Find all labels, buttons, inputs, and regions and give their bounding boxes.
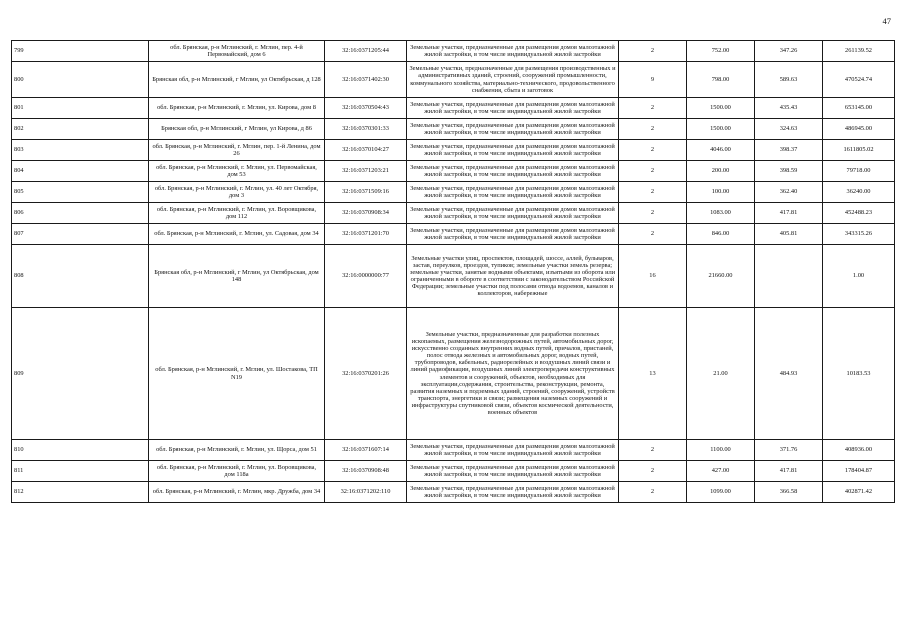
address-text: обл. Брянская, р-н Мглинский, г. Мглин, ул. Воровщикова, дом 112 (156, 205, 317, 220)
address-text: Брянская обл, р-н Мглинский, г Мглин, ул Октябрьская, дом 148 (154, 268, 319, 283)
address-text: обл. Брянская, р-н Мглинский, г. Мглин, ул. 40 лет Октября, дом 3 (154, 184, 319, 199)
table-row (12, 119, 895, 140)
area-cell (687, 224, 755, 245)
cadastral-number: 32:16:0370301:33 (342, 125, 389, 133)
cadastral-number: 32:16:0370104:27 (342, 146, 389, 154)
table-row (12, 482, 895, 503)
cadastral-value: 261139.52 (845, 47, 872, 55)
specific-value: 324.63 (779, 125, 798, 133)
land-use-cell (407, 203, 619, 224)
address-cell (149, 308, 325, 440)
specific-value: 371.76 (779, 446, 798, 454)
use-group-cell (619, 182, 687, 203)
cadastral-number: 32:16:0371509:16 (342, 188, 389, 196)
cadastral-number: 32:16:0371203:21 (342, 167, 389, 175)
address-text: обл. Брянская, р-н Мглинский, г. Мглин, ул. Щорса, дом 51 (156, 446, 317, 454)
row-number: 809 (14, 369, 24, 377)
specific-value-cell (755, 119, 823, 140)
use-group-cell (619, 482, 687, 503)
area-cell (687, 461, 755, 482)
address-cell (149, 182, 325, 203)
address-text: Брянская обл, р-н Мглинский, г Мглин, ул Октябрьская, д 128 (152, 75, 321, 83)
table-row (12, 41, 895, 62)
table-row (12, 308, 895, 440)
area-value: 1500.00 (710, 104, 731, 112)
address-cell (149, 119, 325, 140)
address-text: обл. Брянская, р-н Мглинский, г. Мглин, ул. Кирова, дом 8 (157, 104, 316, 112)
use-group: 2 (650, 188, 655, 196)
cadastral-number-cell (325, 482, 407, 503)
specific-value-cell (755, 41, 823, 62)
row-number: 804 (14, 167, 24, 175)
cadastral-value: 653145.00 (844, 104, 873, 112)
area-value: 4046.00 (710, 146, 731, 154)
specific-value: 484.93 (779, 369, 798, 377)
area-cell (687, 119, 755, 140)
row-number-cell (12, 62, 149, 98)
land-use-text: Земельные участки, предназначенные для размещения домов малоэтажной жилой застройки, в том числе индивидуальной жилой застройки (410, 184, 615, 199)
cadastral-number-cell (325, 308, 407, 440)
area-value: 1099.00 (710, 488, 731, 496)
land-use-text: Земельные участки, предназначенные для размещения домов малоэтажной жилой застройки, в том числе индивидуальной жилой застройки (410, 142, 615, 157)
row-number: 805 (14, 188, 24, 196)
address-cell (149, 461, 325, 482)
specific-value: 417.81 (779, 209, 798, 217)
row-number: 810 (14, 446, 24, 454)
cadastral-number-cell (325, 203, 407, 224)
row-number-cell (12, 119, 149, 140)
cadastral-number-cell (325, 98, 407, 119)
cadastral-number-cell (325, 41, 407, 62)
land-use-text: Земельные участки, предназначенные для размещения домов малоэтажной жилой застройки, в том числе индивидуальной жилой застройки (410, 43, 615, 58)
land-use-text: Земельные участки, предназначенные для размещения домов малоэтажной жилой застройки, в том числе индивидуальной жилой застройки (410, 463, 615, 478)
area-value: 21.00 (713, 369, 728, 377)
table-row (12, 224, 895, 245)
row-number: 811 (14, 467, 24, 475)
area-cell (687, 62, 755, 98)
address-text: обл. Брянская, р-н Мглинский, г. Мглин, пер. 1-й Ленина, дом 26 (152, 142, 321, 157)
land-use-cell (407, 119, 619, 140)
cadastral-number: 32:16:0371205:44 (342, 47, 389, 55)
land-use-cell (407, 245, 619, 308)
use-group-cell (619, 161, 687, 182)
cadastral-number-cell (325, 119, 407, 140)
address-cell (149, 98, 325, 119)
cadastral-number-cell (325, 140, 407, 161)
land-use-cell (407, 308, 619, 440)
cadastral-value: 452488.23 (844, 209, 873, 217)
land-use-cell (407, 224, 619, 245)
land-use-cell (407, 140, 619, 161)
cadastral-value-cell (823, 224, 895, 245)
row-number-cell (12, 98, 149, 119)
table-row (12, 98, 895, 119)
use-group-cell (619, 245, 687, 308)
cadastral-value: 10183.53 (846, 369, 871, 377)
area-value: 100.00 (711, 188, 730, 196)
address-text: обл. Брянская, р-н Мглинский, г. Мглин, ул. Шостакова, ТП N19 (155, 366, 318, 381)
land-use-cell (407, 461, 619, 482)
table-row (12, 245, 895, 308)
use-group-cell (619, 62, 687, 98)
use-group: 9 (650, 75, 655, 83)
cadastral-number-cell (325, 440, 407, 461)
row-number-cell (12, 41, 149, 62)
page-number: 47 (882, 16, 891, 26)
address-cell (149, 41, 325, 62)
cadastral-number-cell (325, 161, 407, 182)
cadastral-value-cell (823, 140, 895, 161)
specific-value: 398.59 (779, 167, 798, 175)
cadastral-value-cell (823, 41, 895, 62)
address-cell (149, 224, 325, 245)
address-text: обл. Брянская, р-н Мглинский, г. Мглин, ул. Первомайская, дом 53 (156, 163, 317, 178)
cadastral-value: 1.00 (852, 272, 865, 280)
area-cell (687, 161, 755, 182)
use-group: 2 (650, 488, 655, 496)
cadastral-value: 343315.26 (844, 230, 873, 238)
row-number-cell (12, 482, 149, 503)
specific-value-cell (755, 308, 823, 440)
cadastral-value: 402871.42 (844, 488, 873, 496)
cadastral-number: 32:16:0370201:26 (342, 369, 389, 377)
cadastral-value: 36240.00 (846, 188, 871, 196)
area-cell (687, 482, 755, 503)
land-use-text: Земельные участки, предназначенные для размещения домов малоэтажной жилой застройки, в том числе индивидуальной жилой застройки (410, 442, 615, 457)
specific-value-cell (755, 482, 823, 503)
specific-value-cell (755, 440, 823, 461)
land-use-text: Земельные участки, предназначенные для разработки полезных ископаемых, размещения железнодорожных путей, автомобильных дорог, искусственно созданных внутренних водных путей, причалов, пристаней, полос отвода железных и автомобильных дорог, водных путей, трубопроводов, кабельных, радиорелейных и воздушных линий связи и линий радиофикации, воздушных линий электропередачи конструктивных элементов и сооружений, объектов, необходимых для эксплуатации,содержания, строительства, реконструкции, ремонта, развития наземных и подземных зданий, строений, сооружений, устройств транспорта, энергетики и связи; размещения наземных сооружений и инфраструктуры спутниковой связи, объектов космической деятельности, военных объектов (410, 330, 615, 416)
row-number-cell (12, 203, 149, 224)
specific-value-cell (755, 62, 823, 98)
land-use-text: Земельные участки, предназначенные для размещения домов малоэтажной жилой застройки, в том числе индивидуальной жилой застройки (410, 163, 615, 178)
cadastral-value-cell (823, 161, 895, 182)
specific-value: 435.43 (779, 104, 798, 112)
land-use-cell (407, 440, 619, 461)
specific-value-cell (755, 203, 823, 224)
land-use-cell (407, 182, 619, 203)
row-number-cell (12, 245, 149, 308)
row-number: 800 (14, 75, 24, 83)
table-row (12, 62, 895, 98)
use-group: 2 (650, 230, 655, 238)
table-row (12, 182, 895, 203)
table-body (12, 41, 895, 503)
use-group-cell (619, 308, 687, 440)
row-number-cell (12, 440, 149, 461)
table-row (12, 203, 895, 224)
address-text: обл. Брянская, р-н Мглинский, г. Мглин, ул. Воровщикова, дом 118а (156, 463, 317, 478)
land-use-text: Земельные участки, предназначенные для размещения домов малоэтажной жилой застройки, в том числе индивидуальной жилой застройки (410, 100, 615, 115)
use-group-cell (619, 140, 687, 161)
table-row (12, 461, 895, 482)
land-use-text: Земельные участки, предназначенные для размещения домов малоэтажной жилой застройки, в том числе индивидуальной жилой застройки (410, 205, 615, 220)
cadastral-value-cell (823, 482, 895, 503)
land-use-text: Земельные участки, предназначенные для размещения производственных и административных зданий, строений, сооружений промышленности, коммунального хозяйства, материально-технического, продовольственного снабжения, сбыта и заготовок (409, 65, 616, 94)
cadastral-value-cell (823, 203, 895, 224)
area-cell (687, 203, 755, 224)
specific-value-cell (755, 182, 823, 203)
area-cell (687, 98, 755, 119)
row-number: 803 (14, 146, 24, 154)
cadastral-number: 32:16:0370908:48 (342, 467, 389, 475)
area-value: 200.00 (711, 167, 730, 175)
cadastral-number: 32:16:0370504:43 (342, 104, 389, 112)
cadastral-value-cell (823, 461, 895, 482)
use-group-cell (619, 119, 687, 140)
land-use-text: Земельные участки, предназначенные для размещения домов малоэтажной жилой застройки, в том числе индивидуальной жилой застройки (410, 484, 615, 499)
cadastral-number-cell (325, 224, 407, 245)
area-value: 1100.00 (710, 446, 731, 454)
area-value: 21660.00 (708, 272, 733, 280)
address-text: Брянская обл, р-н Мглинский, г Мглин, ул Кирова, д 86 (161, 125, 312, 133)
address-cell (149, 245, 325, 308)
table-row (12, 440, 895, 461)
use-group: 16 (649, 272, 656, 280)
cadastral-number: 32:16:0371607:14 (342, 446, 389, 454)
row-number-cell (12, 161, 149, 182)
address-cell (149, 161, 325, 182)
cadastral-number: 32:16:0371201:70 (342, 230, 389, 238)
use-group: 2 (650, 209, 655, 217)
cadastral-value-cell (823, 98, 895, 119)
cadastral-value-table (11, 40, 895, 503)
use-group-cell (619, 98, 687, 119)
row-number: 812 (14, 488, 24, 496)
address-text: обл. Брянская, р-н Мглинский, г. Мглин, пер. 4-й Первомайский, дом 6 (170, 43, 303, 58)
row-number-cell (12, 308, 149, 440)
cadastral-value: 178404.87 (844, 467, 873, 475)
use-group-cell (619, 461, 687, 482)
cadastral-value-cell (823, 62, 895, 98)
specific-value-cell (755, 224, 823, 245)
address-cell (149, 140, 325, 161)
area-value: 798.00 (711, 75, 730, 83)
cadastral-value: 408936.00 (844, 446, 873, 454)
area-cell (687, 308, 755, 440)
specific-value-cell (755, 461, 823, 482)
use-group-cell (619, 41, 687, 62)
cadastral-value-cell (823, 308, 895, 440)
address-cell (149, 203, 325, 224)
row-number-cell (12, 182, 149, 203)
specific-value-cell (755, 98, 823, 119)
area-value: 752.00 (711, 47, 730, 55)
specific-value: 366.58 (779, 488, 798, 496)
row-number: 808 (14, 272, 24, 280)
use-group: 2 (650, 467, 655, 475)
use-group: 2 (650, 146, 655, 154)
cadastral-number: 32:16:0371202:110 (340, 488, 391, 496)
cadastral-value: 470524.74 (844, 75, 873, 83)
area-value: 1500.00 (710, 125, 731, 133)
table-row (12, 161, 895, 182)
specific-value: 405.81 (779, 230, 798, 238)
use-group-cell (619, 224, 687, 245)
specific-value-cell (755, 140, 823, 161)
cadastral-number-cell (325, 62, 407, 98)
cadastral-value: 1611805.02 (843, 146, 874, 154)
cadastral-value-cell (823, 440, 895, 461)
row-number: 806 (14, 209, 24, 217)
address-cell (149, 62, 325, 98)
specific-value: 417.81 (779, 467, 798, 475)
area-cell (687, 245, 755, 308)
use-group: 2 (650, 104, 655, 112)
specific-value: 347.26 (779, 47, 798, 55)
land-use-text: Земельные участки, предназначенные для размещения домов малоэтажной жилой застройки, в том числе индивидуальной жилой застройки (410, 121, 615, 136)
specific-value: 589.63 (779, 75, 798, 83)
specific-value: 362.40 (779, 188, 798, 196)
use-group-cell (619, 440, 687, 461)
row-number: 802 (14, 125, 24, 133)
area-cell (687, 140, 755, 161)
land-use-text: Земельные участки, предназначенные для размещения домов малоэтажной жилой застройки, в том числе индивидуальной жилой застройки (410, 226, 615, 241)
address-text: обл. Брянская, р-н Мглинский, г. Мглин, ул. Садовая, дом 34 (154, 230, 319, 238)
specific-value-cell (755, 245, 823, 308)
address-text: обл. Брянская, р-н Мглинский, г. Мглин, мкр. Дружба, дом 34 (152, 488, 321, 496)
address-cell (149, 440, 325, 461)
row-number-cell (12, 140, 149, 161)
table-row (12, 140, 895, 161)
land-use-cell (407, 62, 619, 98)
land-use-cell (407, 41, 619, 62)
area-value: 427.00 (711, 467, 730, 475)
cadastral-value: 79718.00 (846, 167, 871, 175)
land-use-cell (407, 482, 619, 503)
cadastral-number-cell (325, 245, 407, 308)
cadastral-number-cell (325, 461, 407, 482)
address-cell (149, 482, 325, 503)
area-value: 846.00 (711, 230, 730, 238)
area-cell (687, 41, 755, 62)
cadastral-number: 32:16:0371402:30 (342, 75, 389, 83)
use-group: 13 (649, 369, 656, 377)
land-use-text: Земельные участки улиц, проспектов, площадей, шоссе, аллей, бульваров, застав, переулков, проездов, тупиков; земельные участки земель резерва; земельные участки, занятые водными объектами, изъятыми из оборота или ограниченными в обороте в соответствии с законодательством Российской Федерации; земельные участки под полосами отвода водоемов, каналов и коллекторов, набережные (409, 254, 616, 298)
cadastral-value-cell (823, 182, 895, 203)
row-number: 799 (14, 47, 24, 55)
use-group: 2 (650, 167, 655, 175)
specific-value: 398.37 (779, 146, 798, 154)
use-group: 2 (650, 47, 655, 55)
cadastral-number: 32:16:0370908:34 (342, 209, 389, 217)
use-group: 2 (650, 446, 655, 454)
cadastral-value-cell (823, 119, 895, 140)
cadastral-number-cell (325, 182, 407, 203)
area-cell (687, 182, 755, 203)
cadastral-number: 32:16:0000000:77 (342, 272, 389, 280)
use-group: 2 (650, 125, 655, 133)
cadastral-value: 486945.00 (844, 125, 873, 133)
area-value: 1083.00 (710, 209, 731, 217)
row-number-cell (12, 224, 149, 245)
specific-value-cell (755, 161, 823, 182)
use-group-cell (619, 203, 687, 224)
row-number: 807 (14, 230, 24, 238)
cadastral-value-cell (823, 245, 895, 308)
land-use-cell (407, 98, 619, 119)
land-use-cell (407, 161, 619, 182)
row-number-cell (12, 461, 149, 482)
area-cell (687, 440, 755, 461)
row-number: 801 (14, 104, 24, 112)
